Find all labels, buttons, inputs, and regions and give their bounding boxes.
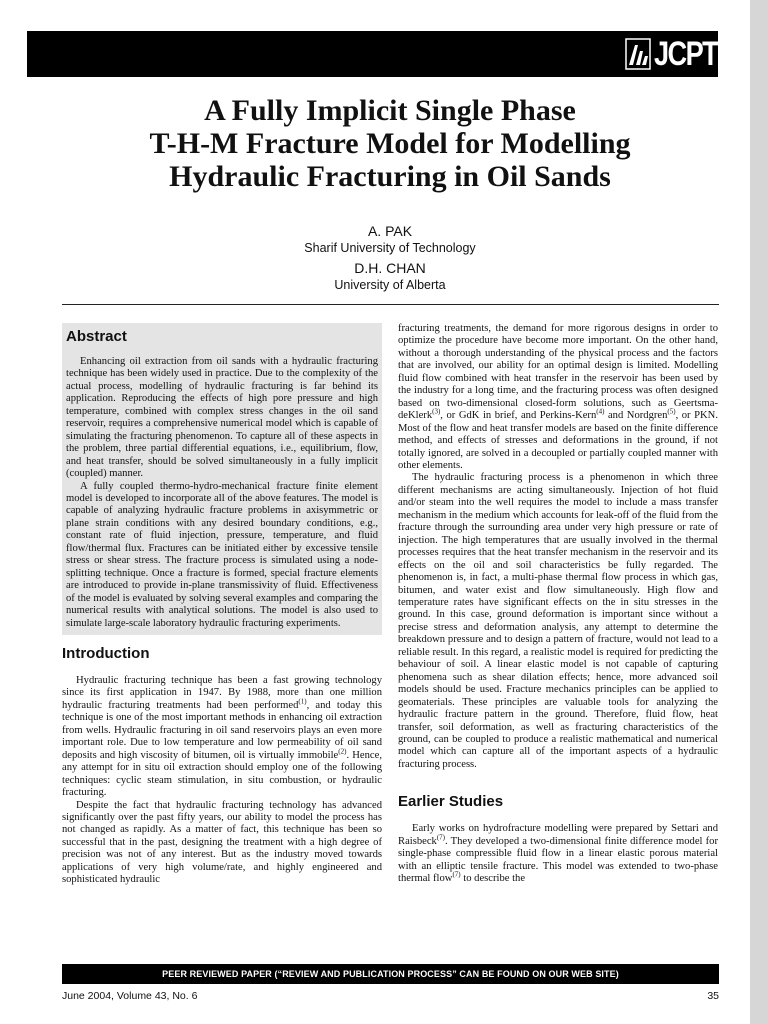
author-name: A. PAK	[367, 223, 413, 239]
left-column	[62, 323, 382, 887]
jcpt-logo-icon	[625, 37, 651, 71]
author-affiliation: Sharif University of Technology	[304, 241, 476, 255]
issue-info: June 2004, Volume 43, No. 6	[62, 990, 198, 1002]
journal-logo	[625, 35, 718, 73]
right-column	[398, 323, 718, 886]
body-paragraph: The hydraulic fracturing process is a phenomenon in which three different mechanisms are acting simultaneously. Injection of hot fluid and/or steam into the well requires the model to include a mass transfer mechanism in the medium which accounts for leak-off of the fluid from the fracture through the surrounding area under very high pressure or rate of injection. The high temperatures that are usually involved in the thermal processes requires that the heat transfer mechanism in the reservoir and its effects on the oil and soil characteristics be fully regarded. The phenomenon is, in fact, a multi-phase thermal flow process in which gas, bitumen, and water exist and flow simultaneously. High flow and temperature rates have significant effects on the in situ stresses in the ground. In this case, ground deformation is important since without a precise stress and deformation analysis, any attempt to determine the breakdown pressure and to design a pattern of fracture, would not lead to a reliable result. In this regard, a realistic model is required for predicting the behaviour of soil. A linear elastic model is not capable of capturing phenomena such as shear dilation effects; hence, more advanced soil models should be used. Fracture mechanics principles can be applied to geomaterials. These principles are valuable tools for analyzing the hydraulic fracture pattern in the ground. Therefore, fluid flow, heat transfer, soil deformation, as well as fracturing characteristics of the ground, can be coupled to produce a realistic mathematical and numerical model which can capture all of the important aspects of a hydraulic fracturing process.	[398, 472, 718, 770]
author-block	[60, 222, 720, 296]
author-affiliation: University of Alberta	[334, 278, 446, 292]
peer-review-banner: PEER REVIEWED PAPER (“REVIEW AND PUBLICATION PROCESS” CAN BE FOUND ON OUR WEB SITE)	[62, 964, 719, 984]
title-line: Hydraulic Fracturing in Oil Sands	[169, 160, 611, 193]
body-paragraph: Hydraulic fracturing technique has been a fast growing technology since its first application in 1947. By 1988, more than one million hydraulic fracturing treatments had been performed$^{(1)}$, and today this technique is one of the most important methods in enhancing oil extraction from wells. Hydraulic fracturing in oil sand reservoirs plays an even more important role. Due to low temperature and low permeability of oil sand deposits and high viscosity of bitumen, oil is virtually immobile$^{(2)}$. Hence, any attempt for in situ oil extraction should employ one of the following techniques: cyclic steam stimulation, in situ combustion, or hydraulic fracturing.	[62, 674, 382, 799]
title-line: T-H-M Fracture Model for Modelling	[149, 127, 631, 160]
page-margin-strip	[750, 0, 768, 1024]
body-paragraph: fracturing treatments, the demand for more rigorous designs in order to optimize the procedure have become more important. On the other hand, without a thorough understanding of the physical process and the factors that are involved, our ability for an optimal design is limited. Modelling fluid flow combined with heat transfer in the reservoir has been used by the industry for a long time, and the fracturing process was often designed based on two-dimensional closed-form solutions, such as Geertsma-deKlerk$^{(3)}$, or GdK in brief, and Perkins-Kern$^{(4)}$ and Nordgren$^{(5)}$, or PKN. Most of the flow and heat transfer models are based on the finite difference method, and effects of stresses and deformations in the ground, if not totally ignored, are solved in a decoupled or partially coupled manner with other elements.	[398, 323, 718, 471]
earlier-studies-heading: Earlier Studies	[398, 793, 504, 811]
abstract-paragraph: Enhancing oil extraction from oil sands with a hydraulic fracturing technique has been widely used in practice. Due to the complexity of the actual process, modelling of hydraulic fracturing is far behind its application. Reproducing the effects of high pore pressure and high temperature, combined with complex stress changes in the oil sand reservoir, requires a comprehensive numerical model which is capable of simulating the fracturing phenomenon. To capture all of these aspects in the problem, three partial differential equations, i.e., equilibrium, flow, and heat transfer, should be solved simultaneously in a fully implicit (coupled) manner.	[66, 356, 378, 480]
abstract-paragraph: A fully coupled thermo-hydro-mechanical fracture finite element model is developed to incorporate all of the above features. The model is capable of analyzing hydraulic fracture problems in axisymmetric or plane strain conditions with any desired boundary conditions, e.g., constant rate of fluid injection, pressure, temperature, and fluid flow/thermal flux. Fractures can be initiated either by excessive tensile stress or shear stress. The fracture process is simulated using a node-splitting technique. Once a fracture is formed, special fracture elements are introduced to provide in-plane transmissivity of fluid. Effectiveness of the model is evaluated by solving several examples and comparing the numerical results with analytical solutions. The model is also used to simulate large-scale laboratory hydraulic fracturing experiments.	[66, 480, 378, 629]
journal-logo-text: JCPT	[654, 35, 718, 73]
author-name: D.H. CHAN	[354, 260, 426, 276]
title-line: A Fully Implicit Single Phase	[204, 94, 576, 127]
page-footer	[62, 990, 719, 1002]
body-paragraph: Early works on hydrofracture modelling were prepared by Settari and Raisbeck$^{(7)}$. They developed a two-dimensional finite difference model for single-phase compressible fluid flow in a linear elastic porous material with an elliptic tensile fracture. This model was extended to two-phase thermal flow$^{(7)}$ to describe the	[398, 823, 718, 885]
abstract-box	[62, 323, 382, 635]
abstract-heading: Abstract	[66, 328, 127, 345]
introduction-heading: Introduction	[62, 644, 150, 662]
page-number: 35	[707, 990, 719, 1002]
journal-header-bar	[27, 31, 718, 77]
paper-title	[60, 94, 720, 193]
body-paragraph: Despite the fact that hydraulic fracturing technology has advanced significantly over the past fifty years, our ability to model the process has not changed as rapidly. As a matter of fact, this technique has been so successful that in the past, designing the treatment with a high degree of precision was not of any interest. But as the industry moved towards applications of very high volume/rate, and highly engineered and sophisticated hydraulic	[62, 799, 382, 886]
title-divider	[62, 304, 719, 305]
